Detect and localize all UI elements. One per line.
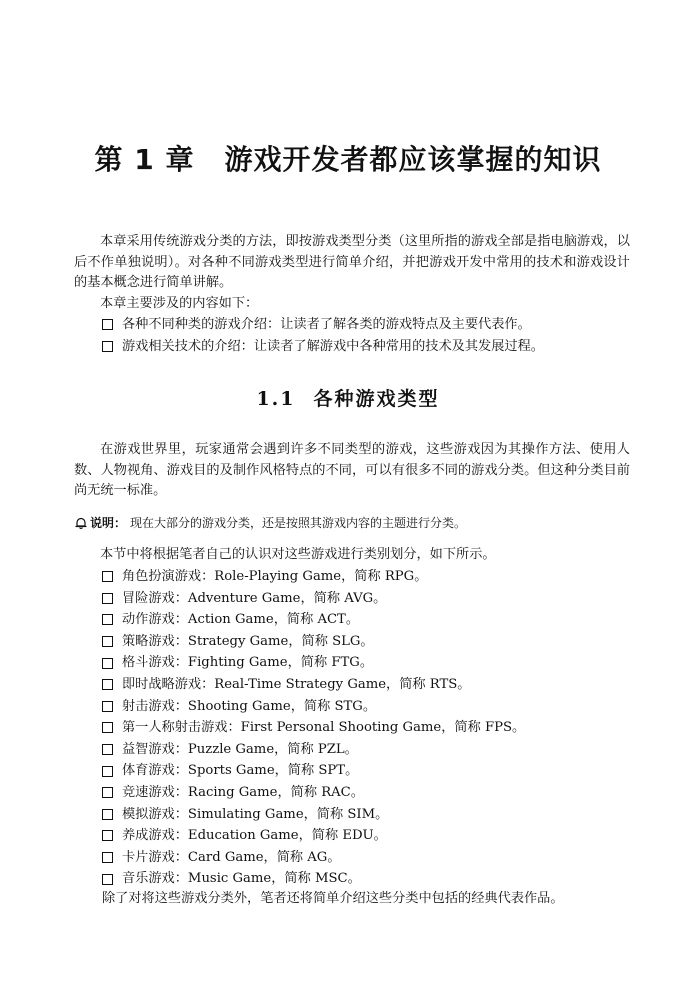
chapter-number: 第 1 章 [94, 143, 195, 176]
list-item-text: 冒险游戏：Adventure Game，简称 AVG。 [122, 590, 387, 606]
list-item-text: 体育游戏：Sports Game，简称 SPT。 [122, 763, 359, 779]
checkbox-bullet-icon [102, 658, 113, 669]
section-paragraph: 在游戏世界里，玩家通常会遇到许多不同类型的游戏，这些游戏因为其操作方法、使用人数、人物视角、游戏目的及制作风格特点的不同，可以有很多不同的游戏分类。但这种分类目前尚无统一标准。 [74, 442, 630, 498]
list-item [102, 804, 642, 826]
list-item-text: 第一人称射击游戏：First Personal Shooting Game，简称 FPS。 [122, 720, 526, 736]
bell-icon [74, 516, 88, 530]
genre-lead: 本节中将根据笔者自己的认识对这些游戏进行类别划分，如下所示。 [100, 547, 496, 562]
list-item [102, 739, 642, 761]
checkbox-bullet-icon [102, 679, 113, 690]
list-item [102, 566, 642, 588]
list-item [102, 631, 642, 653]
list-item-text: 策略游戏：Strategy Game，简称 SLG。 [122, 633, 374, 649]
list-item-text: 角色扮演游戏：Role-Playing Game，简称 RPG。 [122, 569, 428, 584]
list-item [102, 609, 642, 631]
list-item [102, 314, 642, 336]
list-item [102, 588, 642, 610]
section-title [0, 384, 696, 411]
list-item [102, 782, 642, 804]
list-item-text: 卡片游戏：Card Game，简称 AG。 [122, 849, 341, 865]
chapter-title-text: 游戏开发者都应该掌握的知识 [224, 143, 602, 176]
checkbox-bullet-icon [102, 809, 113, 820]
list-item-text: 音乐游戏：Music Game，简称 MSC。 [122, 871, 361, 887]
list-item-text: 动作游戏：Action Game，简称 ACT。 [122, 612, 360, 628]
checkbox-bullet-icon [102, 701, 113, 712]
list-item [102, 652, 642, 674]
closing-paragraph: 除了对将这些游戏分类外，笔者还将简单介绍这些分类中包括的经典代表作品。 [102, 891, 564, 906]
list-item [102, 336, 642, 358]
checkbox-bullet-icon [102, 766, 113, 777]
list-item-text: 即时战略游戏：Real-Time Strategy Game，简称 RTS。 [122, 676, 471, 692]
list-item-text: 养成游戏：Education Game，简称 EDU。 [122, 828, 387, 844]
checkbox-bullet-icon [102, 722, 113, 733]
list-item [102, 847, 642, 869]
checkbox-bullet-icon [102, 614, 113, 625]
section-title-text: 各种游戏类型 [313, 388, 440, 410]
list-item-text: 益智游戏：Puzzle Game，简称 PZL。 [122, 741, 358, 757]
list-item [102, 760, 642, 782]
intro-lead: 本章主要涉及的内容如下： [100, 296, 259, 311]
checkbox-bullet-icon [102, 593, 113, 604]
list-item [102, 717, 642, 739]
checkbox-bullet-icon [102, 830, 113, 841]
list-item [102, 696, 642, 718]
list-item [102, 825, 642, 847]
list-item-text: 射击游戏：Shooting Game，简称 STG。 [122, 698, 377, 714]
checkbox-bullet-icon [102, 874, 113, 885]
checkbox-bullet-icon [102, 787, 113, 798]
checkbox-bullet-icon [102, 744, 113, 755]
list-item [102, 868, 642, 890]
list-item-text: 格斗游戏：Fighting Game，简称 FTG。 [122, 655, 374, 671]
list-item-text: 模拟游戏：Simulating Game，简称 SIM。 [122, 806, 389, 822]
list-item-text: 游戏相关技术的介绍：让读者了解游戏中各种常用的技术及其发展过程。 [122, 338, 544, 354]
list-item-text: 竞速游戏：Racing Game，简称 RAC。 [122, 784, 364, 800]
list-item-text: 各种不同种类的游戏介绍：让读者了解各类的游戏特点及主要代表作。 [122, 317, 531, 332]
intro-bullet-list [102, 314, 642, 357]
genre-list [102, 566, 642, 890]
checkbox-bullet-icon [102, 852, 113, 863]
note-label: 说明： [90, 516, 127, 530]
checkbox-bullet-icon [102, 341, 113, 352]
checkbox-bullet-icon [102, 636, 113, 647]
intro-paragraph: 本章采用传统游戏分类的方法，即按游戏类型分类（这里所指的游戏全部是指电脑游戏，以后不作单独说明）。对各种不同游戏类型进行简单介绍，并把游戏开发中常用的技术和游戏设计的基本概念进行简单讲解。 [74, 234, 630, 290]
list-item [102, 674, 642, 696]
checkbox-bullet-icon [102, 571, 113, 582]
note-text: 现在大部分的游戏分类，还是按照其游戏内容的主题进行分类。 [130, 516, 467, 530]
note [74, 513, 634, 533]
checkbox-bullet-icon [102, 319, 113, 330]
section-number: 1.1 [256, 388, 296, 410]
chapter-title [0, 138, 696, 178]
